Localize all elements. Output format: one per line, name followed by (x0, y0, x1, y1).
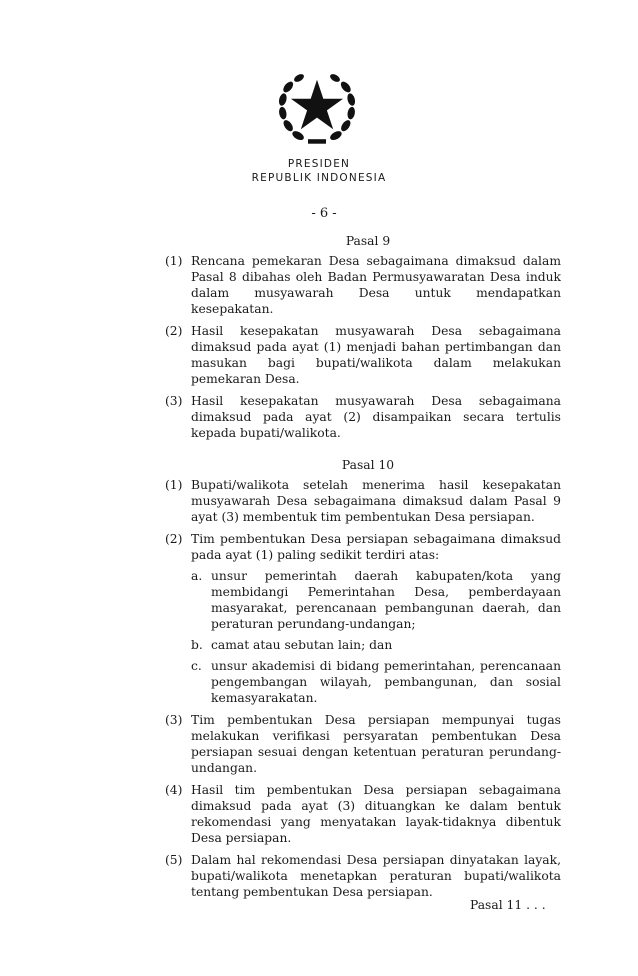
pasal-9-title: Pasal 9 (345, 234, 391, 248)
ayat-number: (4) (165, 783, 183, 797)
pasal-9-ayat-2 (165, 323, 561, 387)
sub-item-text: unsur pemerintah daerah kabupaten/kota yang membidangi Pemerintahan Desa, pemberdayaan masyarakat, perencanaan pembangunan daerah, dan peraturan perundang-undangan; (211, 569, 561, 631)
ayat-number: (3) (165, 713, 183, 727)
sub-item-letter: a. (191, 569, 203, 583)
pasal-10-ayat-2 (165, 531, 561, 706)
ayat-number: (1) (165, 478, 183, 492)
pasal-10-ayat-3 (165, 712, 561, 776)
ayat-text: Dalam hal rekomendasi Desa persiapan dinyatakan layak, bupati/walikota menetapkan peraturan bupati/walikota tentang pembentukan Desa persiapan. (191, 853, 561, 899)
ayat-text: Rencana pemekaran Desa sebagaimana dimaksud dalam Pasal 8 dibahas oleh Badan Permusyawaratan Desa induk dalam musyawarah Desa untuk mendapatkan kesepakatan. (191, 254, 561, 316)
ayat-text: Tim pembentukan Desa persiapan mempunyai tugas melakukan verifikasi persyaratan pembentukan Desa persiapan sesuai dengan ketentuan peraturan perundang-undangan. (191, 713, 561, 775)
next-page-reference: Pasal 11 . . . (470, 898, 546, 912)
document-body (165, 233, 561, 906)
page-number: - 6 - (311, 206, 337, 221)
ayat-text: Hasil tim pembentukan Desa persiapan sebagaimana dimaksud pada ayat (3) dituangkan ke dalam bentuk rekomendasi yang menyatakan layak-tidaknya dibentuk Desa persiapan. (191, 783, 561, 845)
ayat-number: (5) (165, 853, 183, 867)
sub-item-text: unsur akademisi di bidang pemerintahan, perencanaan pengembangan wilayah, pembangunan, dan sosial kemasyarakatan. (211, 659, 561, 705)
ayat-text: Hasil kesepakatan musyawarah Desa sebagaimana dimaksud pada ayat (2) disampaikan secara tertulis kepada bupati/walikota. (191, 394, 561, 440)
pasal-10-ayat-5 (165, 852, 561, 900)
sub-item-c (191, 658, 561, 706)
pasal-10-ayat-1 (165, 477, 561, 525)
pasal-10-title: Pasal 10 (341, 458, 395, 472)
ayat-text: Tim pembentukan Desa persiapan sebagaimana dimaksud pada ayat (1) paling sedikit terdiri atas: (191, 532, 561, 562)
pasal-10-ayat-4 (165, 782, 561, 846)
header-title-presiden: PRESIDEN (287, 158, 351, 170)
header-title-republik: REPUBLIK INDONESIA (251, 172, 387, 184)
sub-item-b (191, 637, 561, 653)
pasal-9-ayat-3 (165, 393, 561, 441)
sub-item-letter: c. (191, 659, 202, 673)
ayat-number: (3) (165, 394, 183, 408)
sub-item-letter: b. (191, 638, 203, 652)
pasal-9-ayat-1 (165, 253, 561, 317)
letterhead (0, 0, 638, 190)
sub-item-text: camat atau sebutan lain; dan (211, 638, 393, 652)
ayat-number: (1) (165, 254, 183, 268)
ayat-text: Bupati/walikota setelah menerima hasil kesepakatan musyawarah Desa sebagaimana dimaksud dalam Pasal 9 ayat (3) membentuk tim pembentukan Desa persiapan. (191, 478, 561, 524)
sub-item-a (191, 568, 561, 632)
ayat-text: Hasil kesepakatan musyawarah Desa sebagaimana dimaksud pada ayat (1) menjadi bahan pertimbangan dan masukan bagi bupati/walikota dalam melakukan pemekaran Desa. (191, 324, 561, 386)
garuda-star-emblem-icon (272, 60, 362, 150)
ayat-number: (2) (165, 324, 183, 338)
ayat-number: (2) (165, 532, 183, 546)
